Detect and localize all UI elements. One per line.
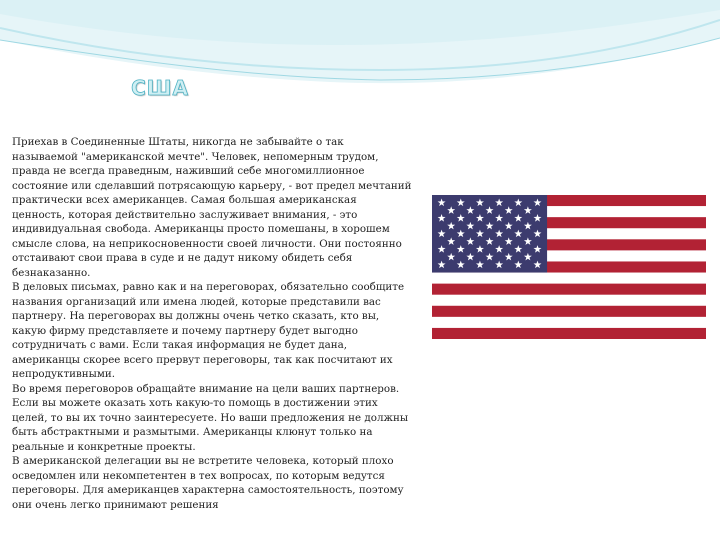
paragraph-business-letters: В деловых письмах, равно как и на переговорах, обязательно сообщите названия организаций или имена людей, которые представили вас партнеру. На переговорах вы должны очень четко сказать, кто вы, какую фирму представляете и почему партнеру будет выгодно сотрудничать с вами. Если такая информация не будет дана, американцы скорее всего прервут переговоры, так как посчитают их непродуктивными. [12, 281, 405, 380]
flag-stripe [432, 328, 706, 339]
flag-stripe [432, 295, 706, 306]
body-text [12, 135, 412, 512]
paragraph-american-dream: Приехав в Соединенные Штаты, никогда не забывайте о так называемой "американской мечте". Человек, непомерным трудом, правда не всегда праведным, наживший себе многомиллионное состояние или сделавший потрясающую карьеру, - вот предел мечтаний практически всех американцев. Самая большая американская ценность, которая действительно заслуживает внимания, - это индивидуальная свобода. Американцы просто помешаны, в хорошем смысле слова, на неприкосновенности своей личности. Они постоянно отстаивают свои права в суде и не дадут никому обидеть себя безнаказанно. [12, 136, 412, 279]
flag-stripe [432, 317, 706, 328]
slide-title: США [131, 76, 189, 100]
paragraph-partner-goals: Во время переговоров обращайте внимание на цели ваших партнеров. Если вы можете оказать хоть какую-то помощь в достижении этих целей, то вы их точно заинтересуете. Но ваши предложения не должны быть абстрактными и размытыми. Американцы клюнут только на реальные и конкретные проекты. [12, 382, 409, 453]
flag-stripe [432, 306, 706, 317]
us-flag-icon [432, 195, 706, 339]
paragraph-delegation: В американской делегации вы не встретите человека, который плохо осведомлен или некомпетентен в тех вопросах, по которым ведутся переговоры. Для американцев характерна самостоятельность, поэтому они очень легко принимают решения [12, 455, 404, 511]
flag-stripe [432, 273, 706, 284]
flag-stripe [432, 284, 706, 295]
header-wave-decoration [0, 0, 720, 95]
